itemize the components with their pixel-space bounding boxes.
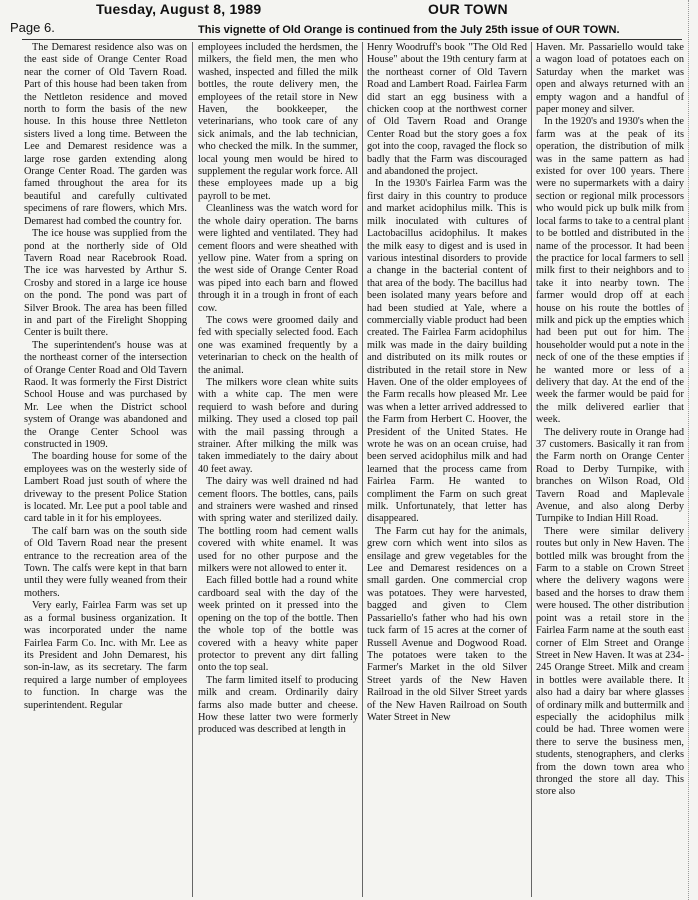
paragraph: There were similar delivery routes but only in New Haven. The bottled milk was brought from the Farm to a stable on Crown Street where the delivery wagons were based and the horses to draw them were housed. The other distribution point was a retail store in the Fairlea Farm name at the south east corner of Elm Street and Orange Street in New Haven. It was at 234-245 Orange Street. Milk and cream in bottles were available there. It also had a dairy bar where glasses of ordinary milk and buttermilk and especially the acidophilus milk could be had. Three women were there to serve the business men, students, stenographers, and clerks from the down town area who thronged the store all day. This store also	[536, 525, 684, 798]
paragraph: Very early, Fairlea Farm was set up as a formal business organization. It was incorporated under the name Fairlea Farm Co. Inc. with Mr. Lee as its President and John Demarest, his son-in-law, as its secretary. The farm required a large number of employees to function. In charge was the superintendent. Regular	[24, 600, 187, 711]
paragraph: Each filled bottle had a round white cardboard seal with the day of the week printed on it pressed into the opening on the top of the bottle. Then the whole top of the bottle was covered with a heavy white paper protector to prevent any dirt falling onto the top seal.	[198, 575, 358, 674]
page-number: Page 6.	[10, 20, 55, 35]
paragraph: The calf barn was on the south side of Old Tavern Road near the present entrance to the recreation area of the Town. The calfs were kept in that barn until they were fully weaned from their mothers.	[24, 525, 187, 599]
paragraph: In the 1920's and 1930's when the farm was at the peak of its operation, the distribution of milk was in the same pattern as had existed for over 100 years. There were no supermarkets with a dairy section or regional milk processors who would pick up bulk milk from local farms to take to a central plant to be bottled and distributed in the name of the processor. It had been the practice for local farmers to sell milk first to their neighbors and to take it into nearby town. The farmer would drop off at each house on his route the bottles of milk and pick up the empties which had been put out for him. The householder would put a note in the neck of one of the these empties if he wanted more or less of a delivery that day. At the end of the week the farmer would be paid for the milk delivered earlier that week.	[536, 116, 684, 426]
paragraph: The farm limited itself to producing milk and cream. Ordinarily dairy farms also made butter and cheese. How these latter two were formerly produced was described at length in	[198, 674, 358, 736]
paragraph: The Demarest residence also was on the east side of Orange Center Road near the corner of Old Tavern Road. Part of this house had been taken from the Nettleton residence and moved north to form the basis of the new house. In this house three Nettleton sisters lived a long time. Between the Lee and Demarest residence was a large rose garden extending along Orange Center Road. The garden was famed throughout the area for its beautiful and carefully cultivated specimens of rare flowers, which Mrs. Demarest had combed the country for.	[24, 42, 187, 227]
publication-name: OUR TOWN	[428, 1, 508, 17]
paragraph: Henry Woodruff's book "The Old Red House" about the 19th century farm at the northeast corner of Old Tavern Road and Lambert Road. Fairlea Farm did start an egg business with a chicken coop at the northwest corner of Old Tavern Road and Orange Center Road but the story goes a fox got into the coop, ravaged the flock so badly that the Farm was discouraged and abandoned the project.	[367, 42, 527, 178]
paragraph: The cows were groomed daily and fed with specially selected food. Each one was examined frequently by a veterinarian to check on the health of the animal.	[198, 314, 358, 376]
article-column-2	[198, 42, 358, 897]
paragraph: The dairy was well drained nd had cement floors. The bottles, cans, pails and strainers were washed and rinsed with spring water and sterilized daily. The bottling room had cement walls covered with white enamel. It was used for no other purpose and the milkers were not allowed to enter it.	[198, 476, 358, 575]
paragraph: The Farm cut hay for the animals, grew corn which went into silos as ensilage and grew vegetables for the Lee and Demarest residences on a small garden. One commercial crop was potatoes. They were harvested, bagged and given to Clem Passariello's father who had his own tuck farm of 15 acres at the corner of Russell Avenue and Dogwood Road. The potatoes were taken to the Farmer's Market in the old Silver Street yards of the New Haven Railroad in the old Silver Street yards of the New Haven Railroad on South Water Street in New	[367, 525, 527, 723]
dateline: Tuesday, August 8, 1989	[96, 1, 262, 17]
paragraph: In the 1930's Fairlea Farm was the first dairy in this country to produce and market acidophilus milk. This is milk inoculated with cultures of Lactobacillus acidophilus. It makes the milk easy to digest and is used in various intestinal disorders to provide a change in the bacterial content of that area of the body. The bacillus had been isolated many years before and had been studied at Yale, where a commercially viable product had been created. The Fairlea Farm acidophilus milk was made in the dairy building and distributed on its milk routes or distributed in the retail store in New Haven. One of the older employees of the Farm recalls how pleased Mr. Lee was when a letter arrived addressed to the Farm from Herbert C. Hoover, the President of the United States. He wrote he was on an ocean cruise, had been served acidophilus milk and had learned that the process came from Fairlea Farm. He wanted to compliment the Farm on such great milk. Unfortunately, that letter has disappeared.	[367, 178, 527, 525]
paragraph: The superintendent's house was at the northeast corner of the intersection of Orange Center Road and Old Tavern Raod. It was formerly the First District School House and was purchased by Mr. Lee when the District school system of Orange was abandoned and the Orange Center School was constructed in 1909.	[24, 339, 187, 450]
paragraph: Haven. Mr. Passariello would take a wagon load of potatoes each on Saturday when the market was open and always returned with an empty wagon and a handful of paper money and silver.	[536, 42, 684, 116]
paragraph: employees included the herdsmen, the milkers, the field men, the men who washed, inspected and filled the milk bottles, the route delivery men, the employees of the retail store in New Haven, the bookkeeper, the veterinarians, who took care of any sick animals, and the lab technician, who checked the milk. In the summer, local young men would be hired to supplement the regular work force. All these employees made up a big payroll to be met.	[198, 42, 358, 202]
column-divider	[362, 42, 363, 897]
page-edge	[688, 0, 690, 900]
header-rule	[22, 39, 682, 40]
paragraph: The ice house was supplied from the pond at the northerly side of Old Tavern Road near Racebrook Road. The ice was harvested by Arthur S. Crosby and stored in a large ice house on the pond. The pond was part of Silver Brook. The area has been filled in and part of the Firelight Shopping Center is built there.	[24, 228, 187, 339]
column-divider	[192, 42, 193, 897]
paragraph: Cleanliness was the watch word for the whole dairy operation. The barns were lighted and ventilated. They had cement floors and were sheathed with yellow pine. Water from a spring on the west side of Orange Center Road was piped into each barn and flowed through it in a trough in front of each cow.	[198, 203, 358, 314]
article-column-1	[24, 42, 187, 897]
intro-line: This vignette of Old Orange is continued from the July 25th issue of OUR TOWN.	[198, 24, 620, 36]
article-column-4	[536, 42, 684, 897]
paragraph: The delivery route in Orange had 37 customers. Basically it ran from the Farm north on Orange Center Road to Derby Turnpike, with branches on Wilson Road, Old Tavern Road and Maplevale Avenue, and also along Derby Turnpike to Indian Hill Road.	[536, 426, 684, 525]
paragraph: The boarding house for some of the employees was on the westerly side of Lambert Road just south of where the driveway to the present Police Station is located. Mr. Lee put a pool table and card table in it for his employees.	[24, 451, 187, 525]
column-divider	[531, 42, 532, 897]
paragraph: The milkers wore clean white suits with a white cap. The men were requierd to wash before and during milking. They used a closed top pail with the mail passing through a strainer. After milking the milk was taken immediately to the dairy about 40 feet away.	[198, 376, 358, 475]
article-column-3	[367, 42, 527, 897]
